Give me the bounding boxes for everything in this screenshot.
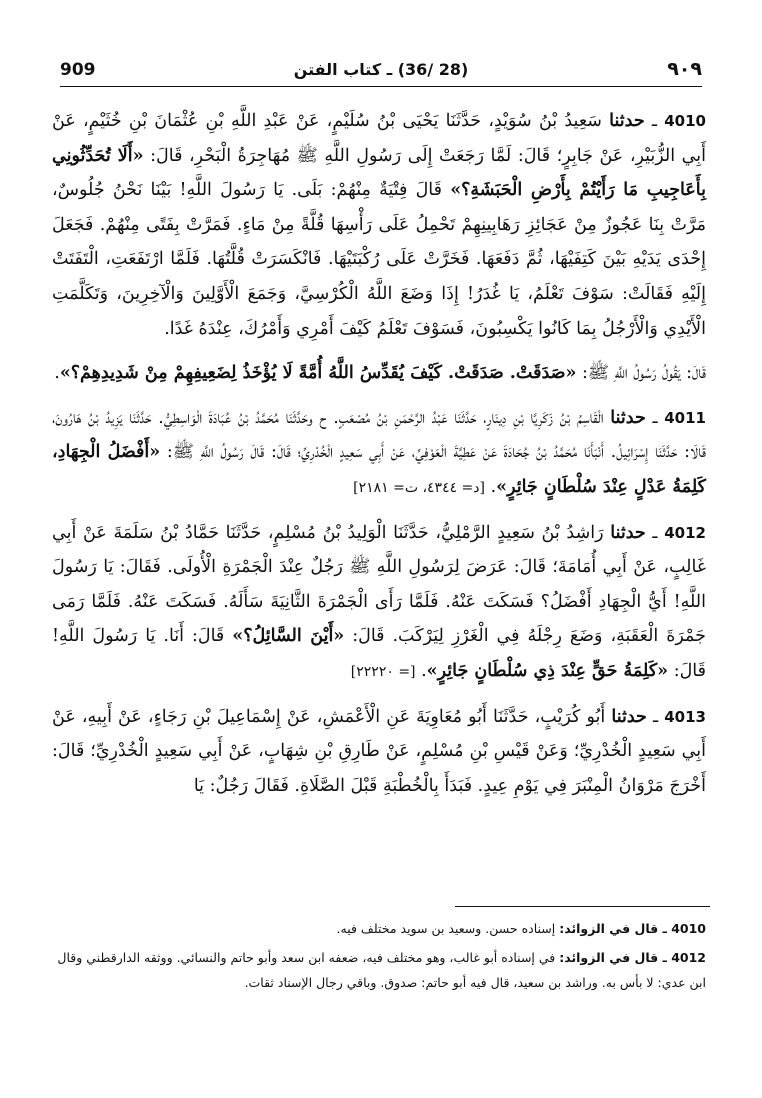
footnote-text: إسناده حسن. وسعيد بن سويد مختلف فيه. — [336, 921, 560, 936]
footnote — [52, 945, 706, 995]
hadith-text: . — [415, 660, 427, 681]
hadith-number: 4013 — [664, 707, 706, 726]
page-number-latin: 909 — [60, 60, 96, 80]
footnotes — [52, 916, 706, 999]
hadith-number: 4010 — [664, 112, 706, 130]
footnote-separator — [455, 906, 710, 907]
prophetic-saying: «أَفْضَلُ الْجِهَادِ، كَلِمَةُ عَدْلٍ عِنْدَ سُلْطَانٍ جَائِرٍ» — [52, 442, 706, 497]
hadith-4011 — [52, 401, 706, 506]
hadith-text: سَعِيدُ بْنُ سُوَيْدٍ، حَدَّثَنَا يَحْيَى بْنُ سُلَيْمٍ، عَنْ عَبْدِ اللَّهِ بْنِ عُثْمَانَ بْنِ خُثَيْمٍ، عَنْ أَبِي الزُّبَيْرِ، عَنْ جَابِرٍ؛ قَالَ: لَمَّا رَجَعَتْ إِلَى رَسُولِ اللَّهِ ﷺ مُهَاجِرَةُ الْبَحْرِ، قَالَ: — [52, 111, 706, 166]
cross-reference: [د= ٤٣٤٤، ت= ٢١٨١] — [353, 479, 485, 496]
hadith-4013 — [52, 700, 706, 804]
hadith-4010 — [52, 104, 706, 346]
page-number-arabic: ٩٠٩ — [667, 58, 702, 80]
hadith-text: قَالَ: يَقُولُ رَسُولُ اللَّهِ ﷺ: — [576, 363, 706, 384]
hadith-4010-cont — [52, 356, 706, 391]
hadith-number: 4012 — [664, 523, 706, 542]
hadith-lead: حدثنا — [609, 111, 645, 131]
dash: ـ — [646, 706, 665, 727]
hadith-lead: حدثنا — [610, 407, 646, 428]
dash: ـ — [645, 407, 665, 428]
hadith-text: الْقَاسِمُ بْنُ زَكَرِيَّا بْنِ دِينَارٍ، حَدَّثَنَا عَبْدُ الرَّحْمَنِ بْنُ مُصْعَبٍ. ح وحَدَّثَنَا مُحَمَّدُ بْنُ عُبَادَةَ الْوَاسِطِيُّ. حَدَّثَنَا يَزِيدُ بْنُ هَارُونَ، قَالَا: حَدَّثَنَا إِسْرَائِيلُ. أَنْبَأَنَا مُحَمَّدُ بْنُ جُحَادَةَ عَنْ عَطِيَّةَ الْعَوْفِيِّ، عَنْ أَبِي سَعِيدٍ الْخُدْرِيِّ؛ قَالَ: قَالَ رَسُولُ اللَّهِ ﷺ: — [52, 407, 706, 463]
footnote-label: 4010 ـ قال في الزوائد: — [559, 921, 706, 936]
prophetic-saying: «صَدَقَتْ. صَدَقَتْ. كَيْفَ يُقَدِّسُ اللَّهُ أُمَّةً لَا يُؤْخَذُ لِضَعِيفِهِمْ مِنْ شَدِيدِهِمْ؟» — [59, 363, 577, 384]
hadith-text: رَاشِدُ بْنُ سَعِيدٍ الرَّمْلِيُّ، حَدَّثَنَا الْوَلِيدُ بْنُ مُسْلِمٍ، حَدَّثَنَا حَمَّادُ بْنُ سَلَمَةَ عَنْ أَبِي غَالِبٍ، عَنْ أَبِي أُمَامَةَ؛ قَالَ: عَرَضَ لِرَسُولِ اللَّهِ ﷺ رَجُلٌ عِنْدَ الْجَمْرَةِ الْأُولَى. فَقَالَ: يَا رَسُولَ اللَّهِ! أَيُّ الْجِهَادِ أَفْضَلُ؟ فَسَكَتَ عَنْهُ. فَلَمَّا رَأَى الْجَمْرَةَ الثَّانِيَةَ سَأَلَهُ. فَسَكَتَ عَنْهُ. فَلَمَّا رَمَى جَمْرَةَ الْعَقَبَةِ، وَضَعَ رِجْلَهُ فِي الْغَرْزِ لِيَرْكَبَ. قَالَ: — [52, 522, 706, 647]
hadith-lead: حدثنا — [610, 522, 646, 543]
footnote-label: 4012 ـ قال في الزوائد: — [559, 950, 706, 965]
hadith-text: . — [485, 476, 497, 497]
hadith-text: قَالَ: أَنَا. يَا رَسُولَ اللَّهِ! قَالَ: — [52, 626, 706, 681]
prophetic-saying: «كَلِمَةُ حَقٍّ عِنْدَ ذِي سُلْطَانٍ جَائِرٍ» — [426, 660, 669, 681]
prophetic-saying: «أَيْنَ السَّائِلُ؟» — [232, 626, 345, 647]
hadith-number: 4011 — [664, 408, 706, 427]
hadith-4012 — [52, 516, 706, 690]
cross-reference: [= ٢٢٢٢٠] — [350, 663, 416, 680]
main-text — [52, 104, 706, 813]
hadith-lead: حدثنا — [611, 706, 647, 727]
dash: ـ — [645, 522, 665, 543]
prophetic-saying: «أَلَا تُحَدِّثُونِي بِأَعَاجِيبِ مَا رَأَيْتُمْ بِأَرْضِ الْحَبَشَةِ؟» — [52, 145, 706, 201]
footnote — [52, 916, 706, 941]
running-title: (28 /36) ـ كتاب الفتن — [293, 60, 469, 79]
dash: ـ — [644, 111, 665, 131]
hadith-text: . — [54, 363, 60, 384]
hadith-text: قَالَ فِتْيَةٌ مِنْهُمْ: بَلَى. يَا رَسُولَ اللَّهِ! بَيْنَا نَحْنُ جُلُوسٌ، مَرَّتْ بِنَا عَجُوزٌ مِنْ عَجَائِزِ رَهَابِينِهِمْ تَحْمِلُ عَلَى رَأْسِهَا قُلَّةً مِنْ مَاءٍ. فَمَرَّتْ بِفَتًى مِنْهُمْ. فَجَعَلَ إِحْدَى يَدَيْهِ بَيْنَ كَتِفَيْهَا، ثُمَّ دَفَعَهَا. فَخَرَّتْ عَلَى رُكْبَتَيْهَا. فَانْكَسَرَتْ قُلَّتُهَا. فَلَمَّا ارْتَفَعَتِ، الْتَفَتَتْ إِلَيْهِ فَقَالَتْ: سَوْفَ تَعْلَمُ، يَا غُدَرُ! إِذَا وَضَعَ اللَّهُ الْكُرْسِيَّ، وَجَمَعَ الْأَوَّلِينَ وَالْآخِرِينَ، وَتَكَلَّمَتِ الْأَيْدِي وَالْأَرْجُلُ بِمَا كَانُوا يَكْسِبُونَ، فَسَوْفَ تَعْلَمُ كَيْفَ أَمْرِي وَأَمْرُكَ، عِنْدَهُ غَدًا. — [52, 180, 706, 339]
hadith-text: أَبُو كُرَيْبٍ، حَدَّثَنَا أَبُو مُعَاوِيَةَ عَنِ الْأَعْمَشِ، عَنْ إِسْمَاعِيلَ بْنِ رَجَاءٍ، عَنْ أَبِيهِ، عَنْ أَبِي سَعِيدٍ الْخُدْرِيِّ؛ وَعَنْ قَيْسِ بْنِ مُسْلِمٍ، عَنْ طَارِقِ بْنِ شِهَابٍ، عَنْ أَبِي سَعِيدٍ الْخُدْرِيِّ؛ قَالَ: أَخْرَجَ مَرْوَانُ الْمِنْبَرَ فِي يَوْمِ عِيدٍ. فَبَدَأَ بِالْخُطْبَةِ قَبْلَ الصَّلَاةِ. فَقَالَ رَجُلٌ: يَا — [52, 706, 706, 796]
page-header — [60, 58, 702, 87]
footnote-text: في إسناده أبو غالب، وهو مختلف فيه، ضعفه ابن سعد وأبو حاتم والنسائي. ووثقه الدارقطني وقال ابن عدي: لا بأس به. وراشد بن سعيد، قال فيه أبو حاتم: صدوق. وباقي رجال الإسناد ثقات. — [57, 950, 706, 990]
